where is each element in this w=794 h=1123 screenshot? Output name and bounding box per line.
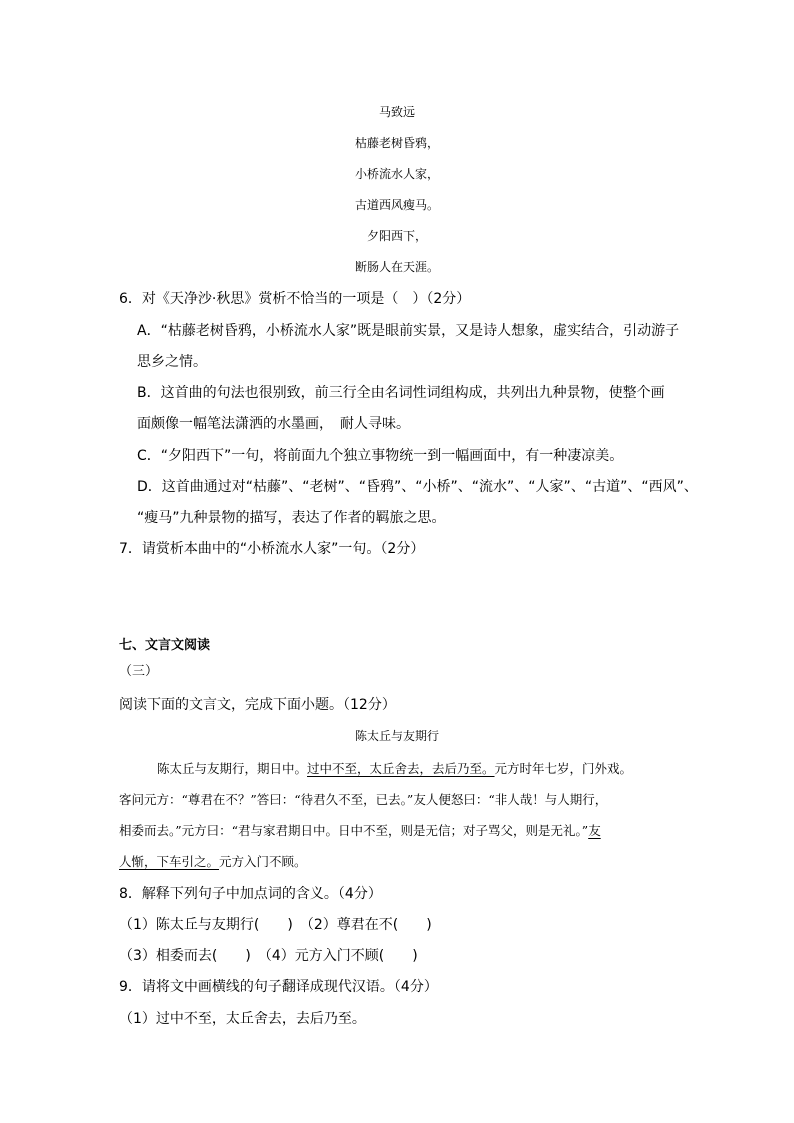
q6-stem: 6．对《天净沙·秋思》赏析不恰当的一项是（ ）（2分） (119, 291, 471, 307)
q6-option-d-line2: “瘦马”九种景物的描写，表达了作者的羁旅之思。 (137, 510, 446, 526)
q6-option-d-line1: D．这首曲通过对“枯藤”、“老树”、“昏鸦”、“小桥”、“流水”、“人家”、“古道”、“西风”、 (137, 479, 698, 495)
passage-line-4 (119, 856, 307, 869)
section-intro: 阅读下面的文言文，完成下面小题。（12分） (119, 697, 396, 713)
q8-stem: 8．解释下列句子中加点词的含义。（4分） (119, 886, 382, 902)
q7-stem: 7．请赏析本曲中的“小桥流水人家”一句。（2分） (119, 541, 425, 557)
q9-row-1: （1）过中不至，太丘舍去，去后乃至。 (119, 1011, 366, 1027)
passage-text: 元方时年七岁，门外戏。 (494, 761, 633, 776)
underlined-sentence: 友 (588, 823, 601, 838)
passage-text: 陈太丘与友期行，期日中。 (157, 761, 308, 776)
poem-line-1: 枯藤老树昏鸦， (354, 136, 439, 150)
poem-line-3: 古道西风瘦马。 (354, 198, 439, 212)
q9-stem: 9．请将文中画横线的句子翻译成现代汉语。（4分） (119, 979, 438, 995)
q6-option-a-line1: A．“枯藤老树昏鸦，小桥流水人家”既是眼前实景，又是诗人想象，虚实结合，引动游子 (137, 323, 680, 339)
poem-line-2: 小桥流水人家， (354, 167, 439, 181)
passage-text: 元方入门不顾。 (219, 854, 307, 869)
passage-line-2: 客问元方：“尊君在不？”答曰：“待君久不至，已去。”友人便怒曰：“非人哉！与人期行， (119, 792, 608, 807)
underlined-sentence: 过中不至，太丘舍去，去后乃至。 (307, 761, 495, 776)
passage-line-1 (157, 763, 632, 776)
passage-title: 陈太丘与友期行 (354, 729, 439, 743)
passage-text: 相委而去。”元方曰：“君与家君期日中。日中不至，则是无信；对子骂父，则是无礼。” (119, 823, 589, 838)
underlined-sentence: 人惭，下车引之。 (119, 854, 220, 869)
poem-line-5: 断肠人在天涯。 (354, 260, 439, 274)
poem-line-4: 夕阳西下， (366, 229, 427, 243)
q8-row-2: （3）相委而去( ) （4）元方入门不顾( ) (119, 948, 418, 964)
q6-option-b-line1: B．这首曲的句法也很别致，前三行全由名词性词组构成，共列出九种景物，使整个画 (137, 385, 665, 401)
q6-option-b-line2: 面颇像一幅笔法潇洒的水墨画， 耐人寻味。 (137, 416, 410, 432)
section-title: 七、文言文阅读 (119, 638, 211, 653)
passage-line-3 (119, 825, 601, 838)
section-subtitle: （三） (119, 664, 159, 679)
q8-row-1: （1）陈太丘与友期行( ) （2）尊君在不( ) (119, 917, 432, 933)
poem-author: 马致远 (378, 105, 415, 119)
q6-option-a-line2: 思乡之情。 (137, 354, 207, 370)
q6-option-c: C．“夕阳西下”一句，将前面九个独立事物统一到一幅画面中，有一种凄凉美。 (137, 448, 624, 464)
